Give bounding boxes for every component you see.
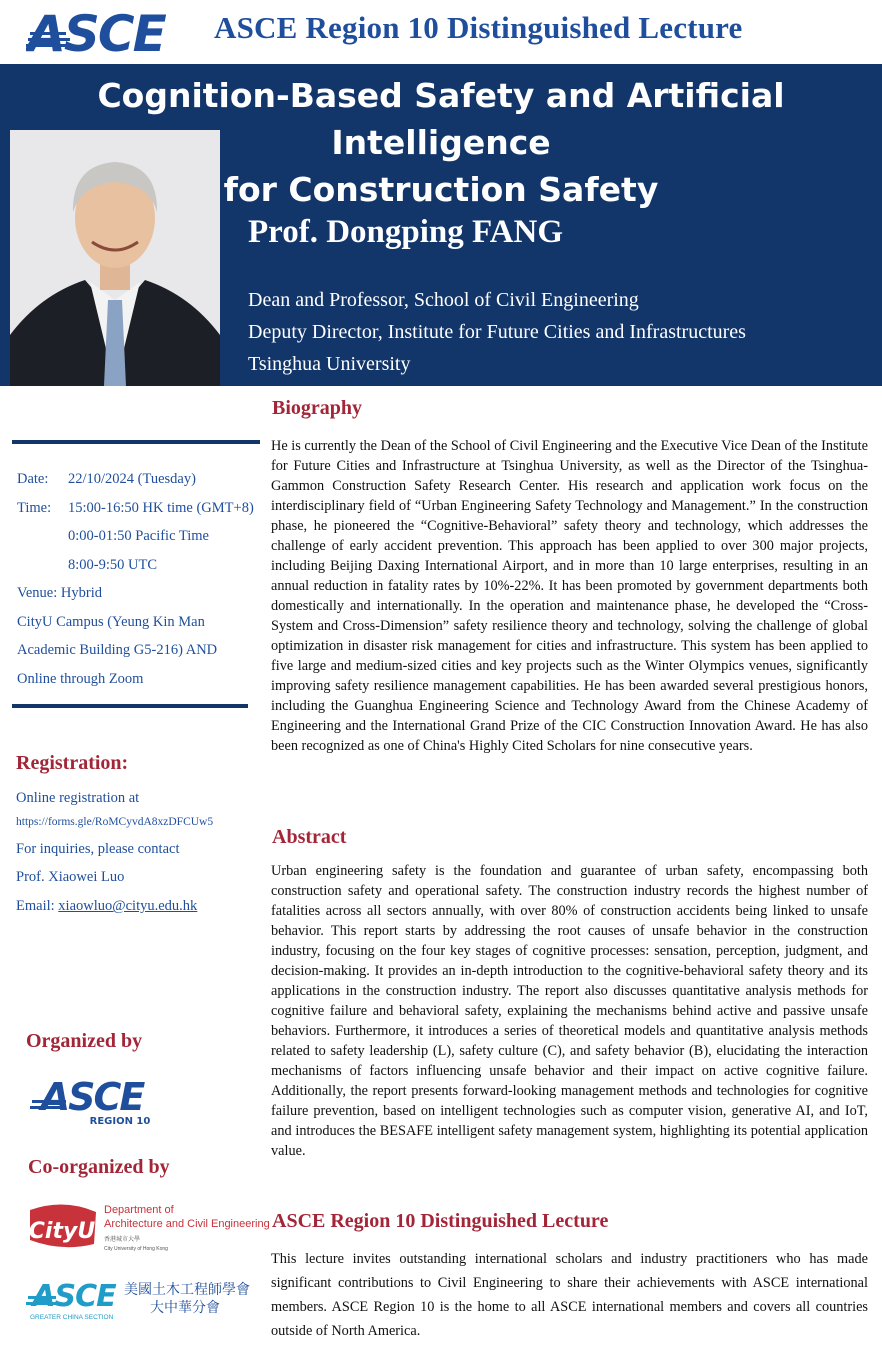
time-pacific: 0:00-01:50 Pacific Time (68, 528, 209, 544)
asce-region10-logo (30, 1070, 154, 1128)
biography-heading: Biography (272, 397, 363, 419)
inquiry-text: For inquiries, please contact (16, 841, 180, 857)
speaker-portrait-image (10, 130, 220, 386)
cityu-cn-name: 香港城市大學 (104, 1236, 141, 1243)
lecture-series-heading: ASCE Region 10 Distinguished Lecture (272, 1210, 609, 1232)
info-divider-bottom (12, 704, 248, 708)
gc-logo-text: ASCE (32, 1279, 116, 1314)
co-organized-by-heading: Co-organized by (28, 1156, 170, 1178)
organized-by-heading: Organized by (26, 1030, 143, 1052)
cityu-dept-line2: Architecture and Civil Engineering (104, 1218, 270, 1230)
venue-label: Venue: Hybrid (17, 585, 102, 601)
gc-cn-line2: 大中華分會 (150, 1300, 220, 1316)
affiliation-line-2: Deputy Director, Institute for Future Cities and Infrastructures (248, 321, 746, 343)
asce-logo-text: ASCE (27, 5, 165, 56)
asce-logo (26, 4, 166, 56)
cityu-dept-line1: Department of (104, 1204, 174, 1216)
email-label: Email: (16, 898, 59, 914)
date-label: Date: (17, 471, 49, 487)
venue-line-1: CityU Campus (Yeung Kin Man (17, 614, 205, 630)
talk-title-line2: for Construction Safety (223, 170, 659, 209)
top-header (0, 0, 882, 62)
cityu-en-name: City University of Hong Kong (104, 1246, 168, 1252)
asce-greater-china-logo (26, 1274, 270, 1324)
contact-email-row (16, 898, 197, 915)
speaker-name: Prof. Dongping FANG (248, 214, 564, 250)
venue-line-3: Online through Zoom (17, 671, 144, 687)
email-link[interactable]: xiaowluo@cityu.edu.hk (58, 898, 198, 914)
registration-heading: Registration: (16, 752, 129, 774)
affiliation-line-3: Tsinghua University (248, 353, 411, 375)
biography-text: He is currently the Dean of the School of Civil Engineering and the Executive Vice Dean of the Institute for Future Cities and Infrastructure at Tsinghua University, as well as the Director of the Tsinghua-Gammon Construction Safety Research Center. His research and application work focus on the interdisciplinary field of “Urban Engineering Safety Technology and Management.” In the construction phase, he pioneered the “Cognitive-Behavioral” safety theory and technology, which addresses the challenge of early accident prevention. This approach has been applied to over 300 major projects, including Beijing Daxing International Airport, and in more than 10 large enterprises, resulting in an annual reduction in fatality rates by 10%-22%. It has been promoted by government departments both domestically and internationally. In the operation and maintenance phase, he developed the “Cross-System and Cross-Dimension” safety resilience theory and technology, solving the challenge of global optimization in disaster risk management for cities and infrastructure. This system has been applied to five large and medium-sized cities and key projects such as the Winter Olympics venues, significantly improving safety resilience management capabilities. He has been awarded several prestigious honors, including the Guanghua Engineering Science and Technology Award from the Chinese Academy of Engineering and the International Grand Prize of the CIC Construction Innovation Award. He has also been recognized as one of China's Highly Cited Scholars for nine consecutive years. (271, 438, 868, 754)
registration-online-label: Online registration at (16, 790, 140, 806)
series-title: ASCE Region 10 Distinguished Lecture (214, 10, 743, 45)
asce-region10-logo-text: ASCE (40, 1075, 144, 1119)
gc-cn-line1: 美國土木工程師學會 (124, 1282, 250, 1298)
cityu-logo-text: CityU (28, 1219, 96, 1244)
lecture-series-text: This lecture invites outstanding international scholars and industry practitioners who has made significant contributions to Civil Engineering to share their achievements with ASCE international members. ASCE Region 10 is the home to all ASCE international members and covers all countries outside of North America. (271, 1251, 868, 1339)
gc-sub: GREATER CHINA SECTION (30, 1314, 114, 1321)
venue-line-2: Academic Building G5-216) AND (17, 642, 218, 658)
time-label: Time: (17, 500, 52, 516)
time-hk: 15:00-16:50 HK time (GMT+8) (68, 500, 254, 516)
info-divider-top (12, 440, 260, 444)
contact-name: Prof. Xiaowei Luo (16, 869, 125, 885)
asce-region10-sub: REGION 10 (89, 1116, 151, 1127)
registration-url[interactable]: https://forms.gle/RoMCyvdA8xzDFCUw5 (16, 816, 214, 828)
time-utc: 8:00-9:50 UTC (68, 557, 158, 573)
talk-title-line1: Cognition-Based Safety and Artificial Intelligence (97, 76, 785, 162)
abstract-text: Urban engineering safety is the foundation and guarantee of urban safety, encompassing both construction safety and operational safety. The construction industry records the highest number of fatalities across all sectors annually, with over 80% of construction accidents being linked to unsafe behavior. This report starts by addressing the root causes of unsafe behavior in the construction industry, focusing on the four key stages of cognitive processes: sensation, perception, judgment, and decision-making. It provides an in-depth introduction to the cognitive-behavioral safety theory and its applications in the construction industry. The report also discusses quantitative analysis methods for cognitive failure and behavioral safety, explaining the mechanisms behind active and passive unsafe behaviors. Furthermore, it introduces a series of theoretical models and quantitative analysis methods related to safety leadership (L), safety culture (C), and safety behavior (B), elucidating the interaction mechanisms of factors influencing unsafe behavior and their impact on active cognitive failure. Additionally, the report presents forward-looking management methods and technologies for cognitive failure prevention, based on intelligent technologies such as computer vision, generative AI, and IoT, and introduces the BESAFE intelligent safety management system, highlighting its potential application value. (271, 863, 868, 1159)
cityu-logo (24, 1200, 270, 1260)
affiliation-line-1: Dean and Professor, School of Civil Engineering (248, 289, 639, 311)
abstract-heading: Abstract (272, 826, 347, 848)
date-value: 22/10/2024 (Tuesday) (68, 471, 196, 487)
speaker-photo (10, 130, 220, 386)
